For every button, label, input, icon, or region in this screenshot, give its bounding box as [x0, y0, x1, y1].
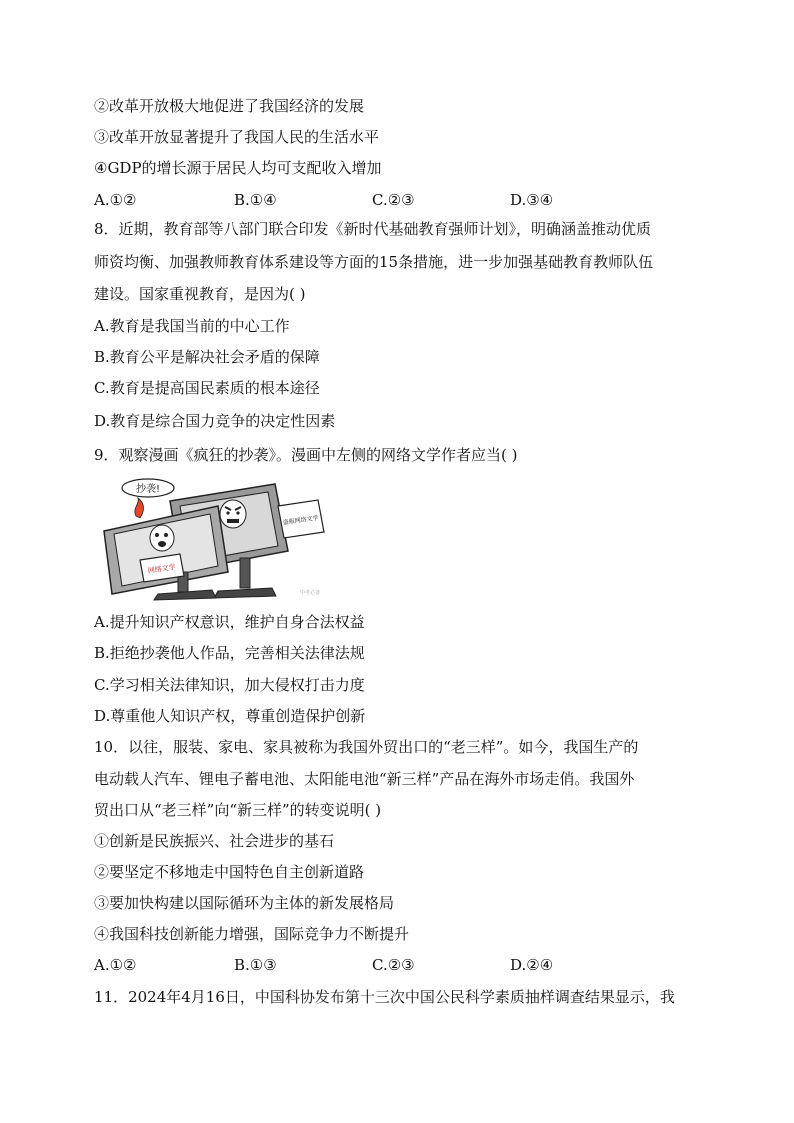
- q10-stem-line-3: 贸出口从“老三样”向“新三样”的转变说明( ): [94, 801, 382, 819]
- q8-stem-line-3: 建设。国家重视教育，是因为( ): [94, 285, 306, 303]
- right-sign: [278, 500, 324, 538]
- q10-option-d: D.②④: [510, 956, 554, 974]
- right-face: [220, 500, 246, 528]
- q11-stem-line-1: 11．2024年4月16日，中国科协发布第十三次中国公民科学素质抽样调查结果显示，我: [94, 988, 675, 1006]
- q8-option-c: C.教育是提高国民素质的根本途径: [94, 379, 320, 397]
- q9-option-b: B.拒绝抄袭他人作品，完善相关法律法规: [94, 644, 365, 662]
- q10-statement-3: ③要加快构建以国际循环为主体的新发展格局: [94, 894, 395, 912]
- q7-option-b: B.①④: [234, 191, 277, 209]
- bubble-text: 抄袭!: [135, 484, 161, 495]
- q10-stem-line-2: 电动载人汽车、锂电子蓄电池、太阳能电池“新三样”产品在海外市场走俏。我国外: [94, 770, 635, 788]
- right-sign-text: 盗版网络文学: [282, 514, 320, 527]
- q9-stem: 9．观察漫画《疯狂的抄袭》。漫画中左侧的网络文学作者应当( ): [94, 446, 518, 464]
- q9-option-c: C.学习相关法律知识，加大侵权打击力度: [94, 676, 365, 694]
- q7-statement-3: ③改革开放显著提升了我国人民的生活水平: [94, 128, 380, 146]
- speech-bubble: [122, 479, 174, 497]
- left-sign-text: 网络文学: [147, 563, 177, 575]
- q8-stem-line-2: 师资均衡、加强教师教育体系建设等方面的15条措施，进一步加强基础教育教师队伍: [94, 253, 654, 271]
- cartoon-watermark: 中考必备: [300, 590, 321, 596]
- q8-option-a: A.教育是我国当前的中心工作: [94, 317, 290, 335]
- q10-stem-line-1: 10．以往，服装、家电、家具被称为我国外贸出口的“老三样”。如今，我国生产的: [94, 738, 639, 756]
- q7-options: [94, 190, 704, 210]
- q10-option-a: A.①②: [94, 956, 137, 974]
- q9-option-d: D.尊重他人知识产权，尊重创造保护创新: [94, 707, 366, 725]
- q10-options: [94, 955, 704, 975]
- q7-option-c: C.②③: [372, 191, 415, 209]
- q10-statement-4: ④我国科技创新能力增强，国际竞争力不断提升: [94, 925, 410, 943]
- q8-stem-line-1: 8．近期，教育部等八部门联合印发《新时代基础教育强师计划》，明确涵盖推动优质: [94, 220, 652, 238]
- plagiarism-cartoon: [100, 476, 340, 601]
- q10-option-b: B.①③: [234, 956, 277, 974]
- q8-option-b: B.教育公平是解决社会矛盾的保障: [94, 348, 320, 366]
- q7-option-a: A.①②: [94, 191, 137, 209]
- q8-option-d: D.教育是综合国力竞争的决定性因素: [94, 412, 336, 430]
- q9-option-a: A.提升知识产权意识，维护自身合法权益: [94, 613, 365, 631]
- left-face: [150, 525, 174, 551]
- q7-statement-4: ④GDP的增长源于居民人均可支配收入增加: [94, 159, 382, 177]
- left-monitor: [104, 506, 228, 600]
- flame-icon: [135, 498, 144, 518]
- q10-statement-1: ①创新是民族振兴、社会进步的基石: [94, 832, 335, 850]
- q10-option-c: C.②③: [372, 956, 415, 974]
- q7-option-d: D.③④: [510, 191, 554, 209]
- q10-statement-2: ②要坚定不移地走中国特色自主创新道路: [94, 863, 365, 881]
- q7-statement-2: ②改革开放极大地促进了我国经济的发展: [94, 97, 365, 115]
